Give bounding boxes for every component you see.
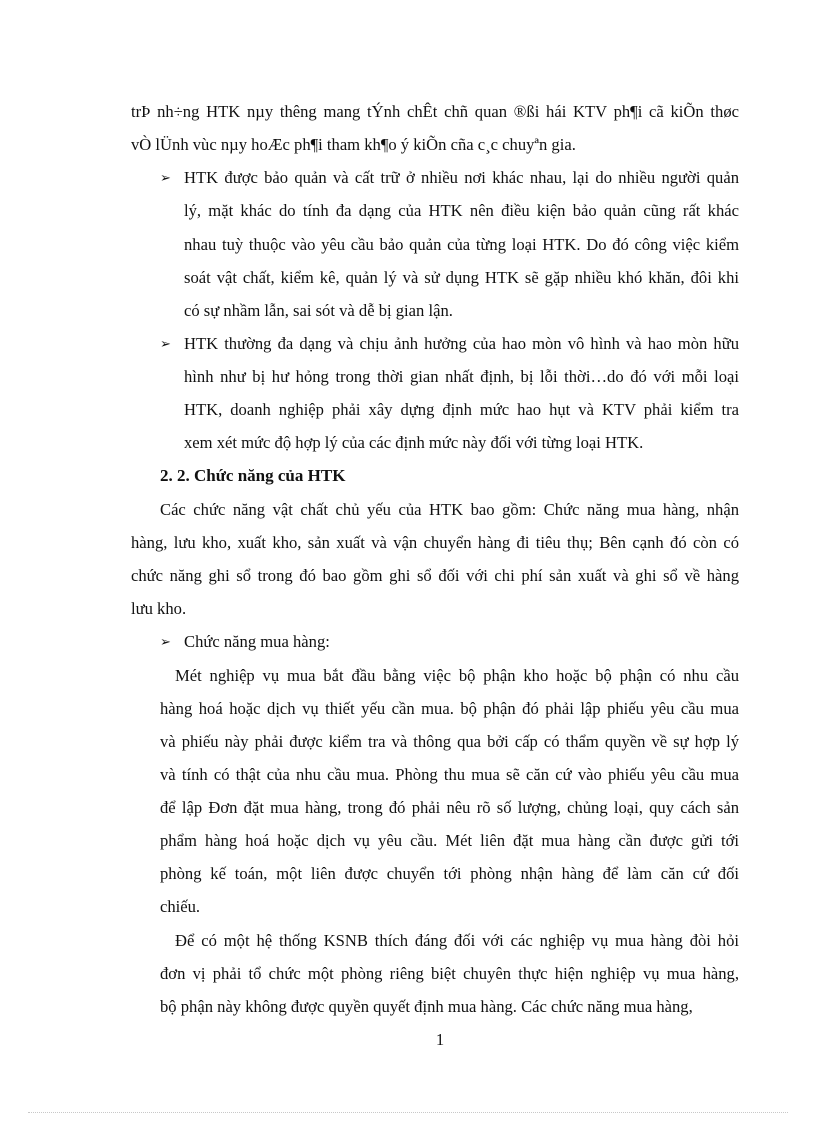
bullet-line: lý, mặt khác do tính đa dạng của HTK nên điều kiện bảo quản cũng rất khác: [184, 201, 739, 220]
bullet-line: HTK thường đa dạng và chịu ảnh hưởng của hao mòn vô hình và hao mòn hữu: [184, 334, 739, 353]
body-line: Các chức năng vật chất chủ yếu của HTK bao gồm: Chức năng mua hàng, nhận: [160, 500, 739, 519]
body-line: lưu kho.: [131, 599, 187, 618]
body-line: chức năng ghi sổ trong đó bao gồm ghi sổ đối với chi phí sản xuất và ghi sổ về hàng: [131, 566, 739, 585]
bullet-arrow-icon: ➢: [160, 634, 171, 649]
body-line: và phiếu này phải được kiểm tra và thông qua bởi cấp có thẩm quyền về sự hợp lý: [160, 732, 739, 751]
bullet-line: nhau tuỳ thuộc vào yêu cầu bảo quản của từng loại HTK. Do đó công việc kiểm: [184, 235, 739, 254]
body-line: chiếu.: [160, 897, 201, 916]
bullet-line: HTK được bảo quản và cất trữ ở nhiều nơi khác nhau, lại do nhiều người quản: [184, 168, 739, 187]
body-line: bộ phận này không được quyền quyết định mua hàng. Các chức năng mua hàng,: [160, 997, 693, 1016]
body-line: và tính có thật của nhu cầu mua. Phòng thu mua sẽ căn cứ vào phiếu yêu cầu mua: [160, 765, 739, 784]
page-bottom-divider: [28, 1112, 788, 1113]
bullet-line: Chức năng mua hàng:: [184, 632, 330, 651]
bullet-arrow-icon: ➢: [160, 170, 171, 185]
body-line: phòng kế toán, một liên được chuyển tới phòng nhận hàng để làm căn cứ đối: [160, 864, 739, 883]
body-line: hàng hoá hoặc dịch vụ thiết yếu cần mua. bộ phận đó phải lập phiếu yêu cầu mua: [160, 699, 739, 718]
body-line: Mét nghiệp vụ mua bắt đầu bằng việc bộ phận kho hoặc bộ phận có nhu cầu: [175, 666, 739, 685]
body-line: phẩm hàng hoá hoặc dịch vụ yêu cầu. Mét liên đặt mua hàng cần được gửi tới: [160, 831, 739, 850]
body-line: trÞ nh÷ng HTK nµy thêng mang tÝnh chÊt chñ quan ®ßi hái KTV ph¶i cã kiÕn thøc: [131, 102, 739, 121]
bullet-line: hình như bị hư hỏng trong thời gian nhất định, bị lỗi thời…do đó với mỗi loại: [184, 367, 739, 386]
body-line: hàng, lưu kho, xuất kho, sản xuất và vận chuyển hàng đi tiêu thụ; Bên cạnh đó còn có: [131, 533, 739, 552]
bullet-line: soát vật chất, kiểm kê, quản lý và sử dụng HTK sẽ gặp nhiều khó khăn, đôi khi: [184, 268, 739, 287]
page-number: 1: [435, 1030, 445, 1049]
body-line: Để có một hệ thống KSNB thích đáng đối với các nghiệp vụ mua hàng đòi hỏi: [175, 931, 739, 950]
bullet-line: HTK, doanh nghiệp phải xây dựng định mức hao hụt và KTV phải kiểm tra: [184, 400, 739, 419]
body-line: để lập Đơn đặt mua hàng, trong đó phải nêu rõ số lượng, chủng loại, quy cách sản: [160, 798, 739, 817]
section-heading: 2. 2. Chức năng của HTK: [160, 466, 346, 485]
body-line: đơn vị phải tổ chức một phòng riêng biệt chuyên thực hiện nghiệp vụ mua hàng,: [160, 964, 739, 983]
bullet-line: có sự nhầm lẫn, sai sót và dễ bị gian lận.: [184, 301, 453, 320]
bullet-arrow-icon: ➢: [160, 336, 171, 351]
body-line: vÒ lÜnh vùc nµy hoÆc ph¶i tham kh¶o ý kiÕn cña c¸c chuyªn gia.: [131, 135, 576, 154]
bullet-line: xem xét mức độ hợp lý của các định mức này đối với từng loại HTK.: [184, 433, 644, 452]
